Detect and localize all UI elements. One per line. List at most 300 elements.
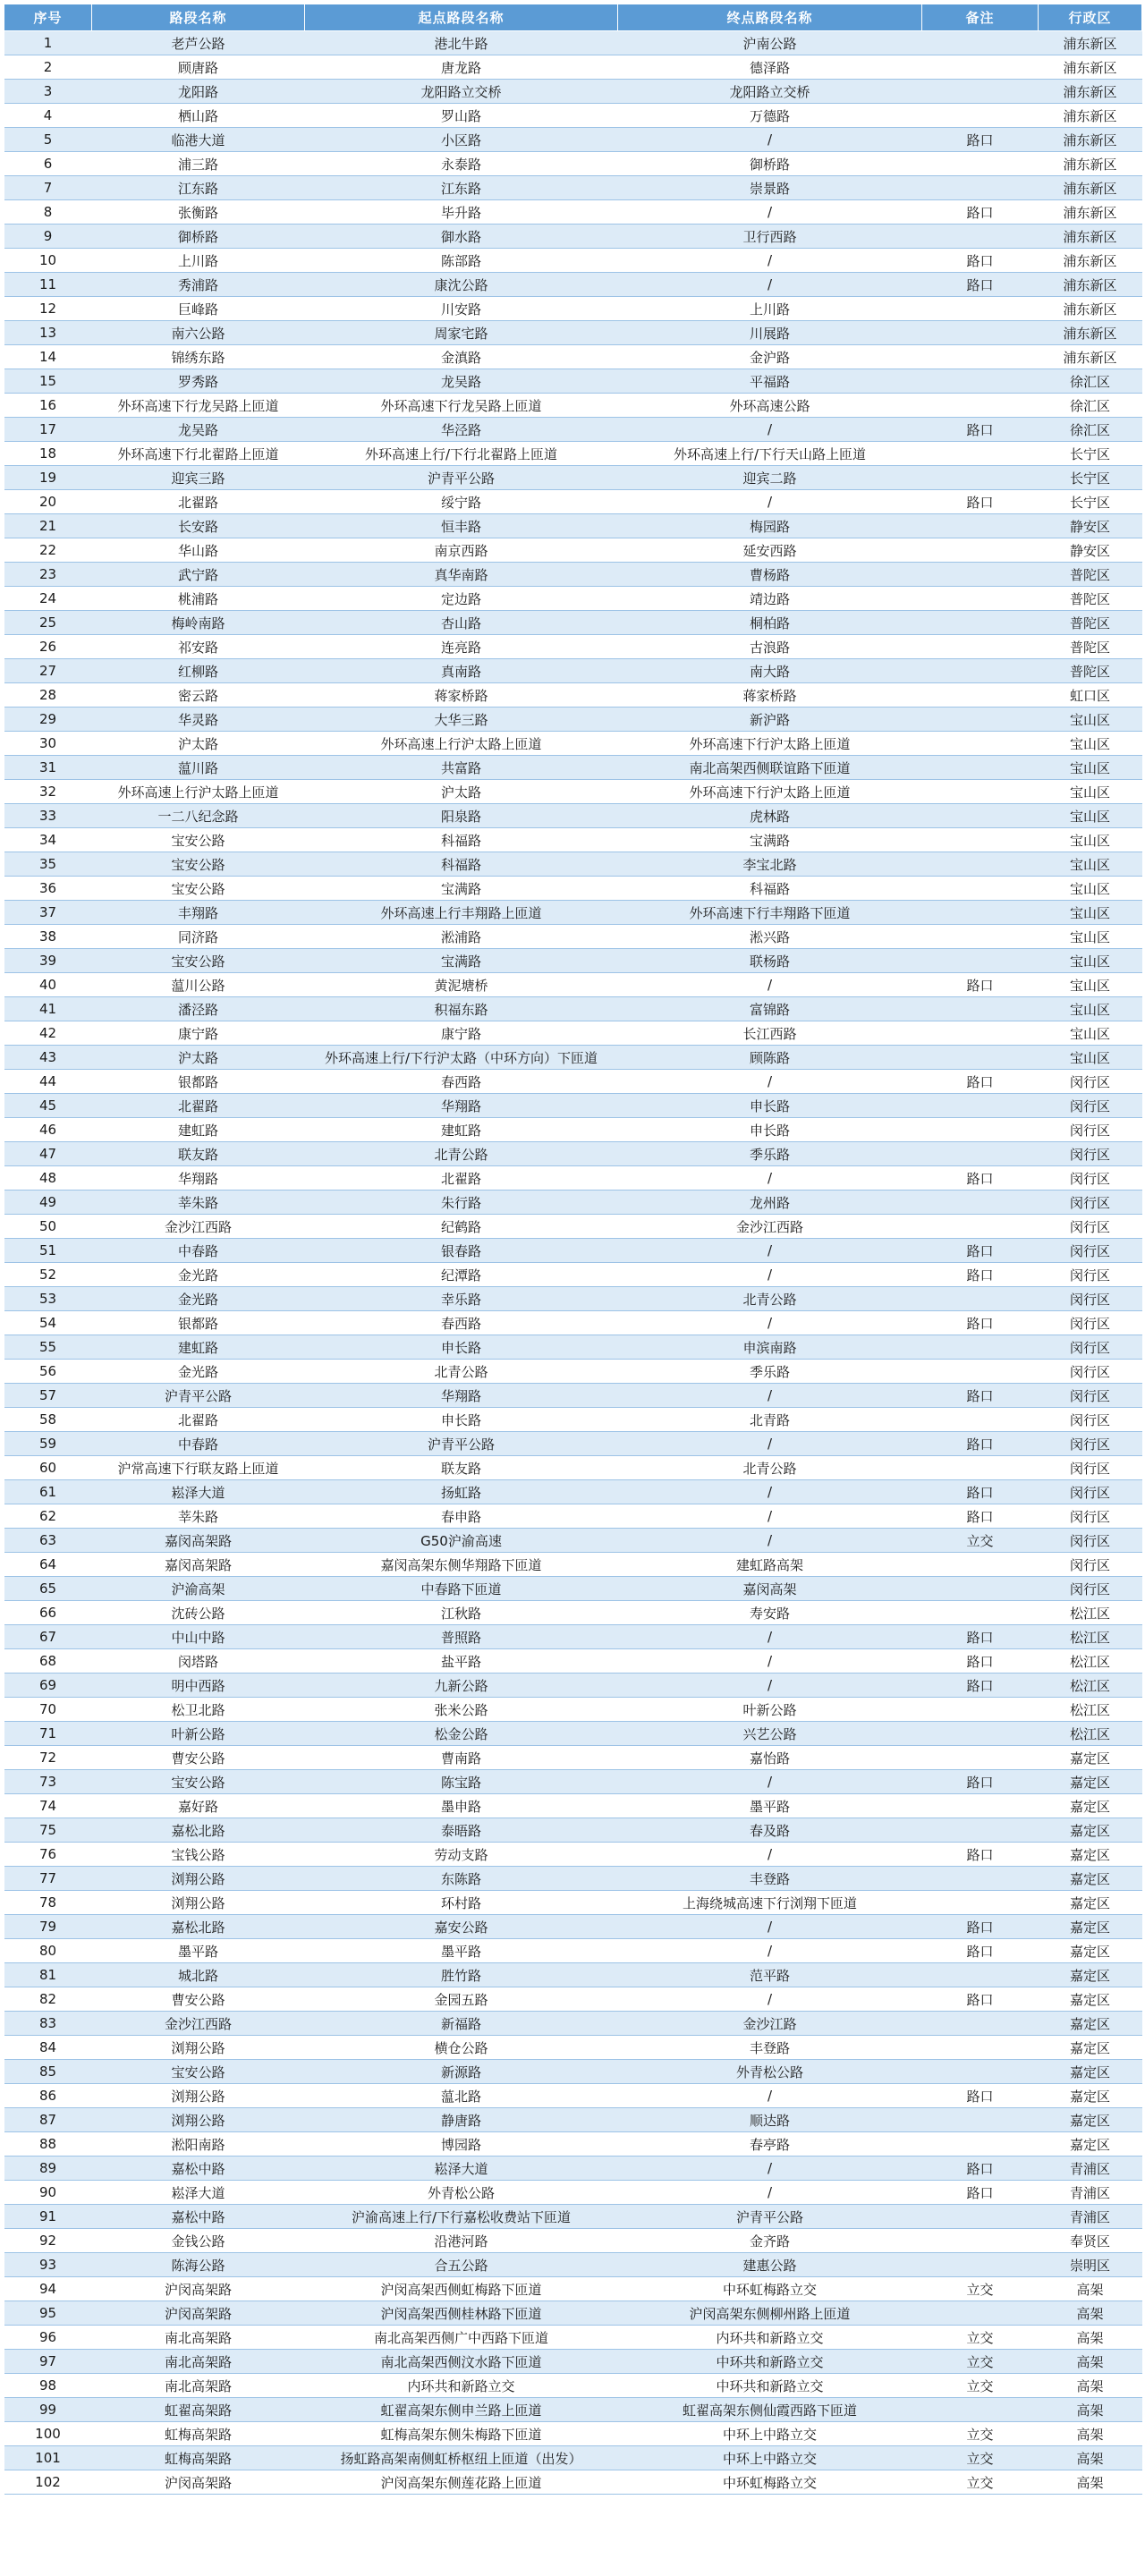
cell-index: 91 [4, 2205, 92, 2229]
cell-district: 宝山区 [1039, 732, 1142, 756]
cell-end-road: 丰登路 [618, 1867, 922, 1891]
table-row [4, 1746, 1142, 1770]
cell-district: 浦东新区 [1039, 249, 1142, 273]
cell-road-name: 张衡路 [92, 200, 305, 225]
cell-start-road: 沪闵高架西侧桂林路下匝道 [305, 2301, 618, 2326]
cell-index: 35 [4, 852, 92, 877]
cell-road-name: 曹安公路 [92, 1987, 305, 2012]
cell-district: 普陀区 [1039, 563, 1142, 587]
cell-district: 高架 [1039, 2277, 1142, 2301]
cell-start-road: 静唐路 [305, 2108, 618, 2132]
cell-start-road: 沪闵高架西侧虹梅路下匝道 [305, 2277, 618, 2301]
table-row [4, 466, 1142, 490]
cell-end-road: 丰登路 [618, 2036, 922, 2060]
cell-road-name: 江东路 [92, 176, 305, 200]
cell-district: 宝山区 [1039, 828, 1142, 852]
cell-district: 宝山区 [1039, 925, 1142, 949]
cell-end-road: 御桥路 [618, 152, 922, 176]
table-row [4, 877, 1142, 901]
cell-road-name: 北翟路 [92, 490, 305, 514]
cell-road-name: 崧泽大道 [92, 1480, 305, 1504]
cell-index: 29 [4, 708, 92, 732]
cell-district: 宝山区 [1039, 756, 1142, 780]
cell-start-road: 康宁路 [305, 1021, 618, 1046]
cell-note: 路口 [922, 1239, 1039, 1263]
cell-end-road: 外环高速下行沪太路上匝道 [618, 732, 922, 756]
table-row [4, 1963, 1142, 1987]
cell-index: 57 [4, 1384, 92, 1408]
cell-district: 浦东新区 [1039, 273, 1142, 297]
cell-note [922, 1746, 1039, 1770]
table-row [4, 2229, 1142, 2253]
table-row [4, 538, 1142, 563]
cell-start-road: G50沪渝高速 [305, 1529, 618, 1553]
table-row [4, 1843, 1142, 1867]
table-row [4, 1142, 1142, 1166]
cell-district: 浦东新区 [1039, 200, 1142, 225]
table-row [4, 1649, 1142, 1674]
cell-index: 50 [4, 1215, 92, 1239]
table-row [4, 2036, 1142, 2060]
cell-start-road: 扬虹路 [305, 1480, 618, 1504]
cell-index: 26 [4, 635, 92, 659]
cell-district: 浦东新区 [1039, 104, 1142, 128]
cell-note [922, 466, 1039, 490]
cell-index: 42 [4, 1021, 92, 1046]
cell-district: 嘉定区 [1039, 1987, 1142, 2012]
cell-index: 51 [4, 1239, 92, 1263]
cell-road-name: 金钱公路 [92, 2229, 305, 2253]
cell-district: 闵行区 [1039, 1480, 1142, 1504]
cell-end-road: / [618, 2084, 922, 2108]
table-row [4, 997, 1142, 1021]
cell-road-name: 虹梅高架路 [92, 2422, 305, 2446]
cell-index: 27 [4, 659, 92, 683]
cell-end-road: 上海绕城高速下行浏翔下匝道 [618, 1891, 922, 1915]
cell-district: 松江区 [1039, 1601, 1142, 1625]
cell-road-name: 密云路 [92, 683, 305, 708]
cell-road-name: 沪渝高架 [92, 1577, 305, 1601]
cell-road-name: 松卫北路 [92, 1698, 305, 1722]
cell-start-road: 沪太路 [305, 780, 618, 804]
cell-road-name: 华翔路 [92, 1166, 305, 1191]
cell-note [922, 1191, 1039, 1215]
cell-road-name: 沪常高速下行联友路上匝道 [92, 1456, 305, 1480]
cell-district: 普陀区 [1039, 611, 1142, 635]
cell-note [922, 1021, 1039, 1046]
cell-road-name: 浏翔公路 [92, 1867, 305, 1891]
cell-note: 路口 [922, 1915, 1039, 1939]
cell-road-name: 金光路 [92, 1287, 305, 1311]
cell-note [922, 780, 1039, 804]
cell-start-road: 淞浦路 [305, 925, 618, 949]
cell-start-road: 陈部路 [305, 249, 618, 273]
cell-district: 徐汇区 [1039, 369, 1142, 394]
table-row [4, 635, 1142, 659]
cell-note [922, 1118, 1039, 1142]
cell-start-road: 川安路 [305, 297, 618, 321]
cell-end-road: 外环高速下行沪太路上匝道 [618, 780, 922, 804]
table-row [4, 1770, 1142, 1794]
cell-index: 7 [4, 176, 92, 200]
table-row [4, 55, 1142, 80]
cell-index: 95 [4, 2301, 92, 2326]
cell-note [922, 442, 1039, 466]
cell-district: 浦东新区 [1039, 128, 1142, 152]
cell-note [922, 1408, 1039, 1432]
cell-note [922, 659, 1039, 683]
table-row [4, 949, 1142, 973]
cell-road-name: 沪太路 [92, 1046, 305, 1070]
cell-end-road: / [618, 1480, 922, 1504]
cell-end-road: / [618, 2181, 922, 2205]
cell-district: 高架 [1039, 2446, 1142, 2470]
cell-district: 闵行区 [1039, 1142, 1142, 1166]
table-row [4, 1335, 1142, 1360]
cell-index: 13 [4, 321, 92, 345]
cell-end-road: 崇景路 [618, 176, 922, 200]
cell-end-road: / [618, 973, 922, 997]
cell-end-road: 科福路 [618, 877, 922, 901]
cell-index: 20 [4, 490, 92, 514]
cell-start-road: 普照路 [305, 1625, 618, 1649]
cell-index: 96 [4, 2326, 92, 2350]
cell-start-road: 南北高架西侧汶水路下匝道 [305, 2350, 618, 2374]
cell-start-road: 扬虹路高架南侧虹桥枢纽上匝道（出发） [305, 2446, 618, 2470]
cell-district: 闵行区 [1039, 1384, 1142, 1408]
cell-start-road: 南京西路 [305, 538, 618, 563]
cell-end-road: 中环共和新路立交 [618, 2374, 922, 2398]
cell-index: 31 [4, 756, 92, 780]
cell-start-road: 建虹路 [305, 1118, 618, 1142]
cell-index: 69 [4, 1674, 92, 1698]
cell-district: 浦东新区 [1039, 80, 1142, 104]
cell-index: 82 [4, 1987, 92, 2012]
cell-district: 闵行区 [1039, 1070, 1142, 1094]
cell-note [922, 1335, 1039, 1360]
cell-end-road: 平福路 [618, 369, 922, 394]
table-row [4, 2181, 1142, 2205]
table-row [4, 1021, 1142, 1046]
cell-note: 路口 [922, 1649, 1039, 1674]
cell-district: 普陀区 [1039, 587, 1142, 611]
cell-note [922, 1215, 1039, 1239]
table-row [4, 611, 1142, 635]
cell-road-name: 同济路 [92, 925, 305, 949]
cell-note [922, 611, 1039, 635]
cell-road-name: 宝安公路 [92, 828, 305, 852]
cell-district: 浦东新区 [1039, 152, 1142, 176]
cell-road-name: 蕰川路 [92, 756, 305, 780]
cell-note [922, 1698, 1039, 1722]
cell-road-name: 长安路 [92, 514, 305, 538]
cell-start-road: 外环高速上行丰翔路上匝道 [305, 901, 618, 925]
cell-road-name: 金光路 [92, 1263, 305, 1287]
cell-note [922, 1794, 1039, 1818]
cell-district: 闵行区 [1039, 1311, 1142, 1335]
cell-district: 闵行区 [1039, 1408, 1142, 1432]
cell-district: 闵行区 [1039, 1215, 1142, 1239]
cell-district: 嘉定区 [1039, 1891, 1142, 1915]
header-end-road: 终点路段名称 [618, 4, 922, 31]
table-row [4, 1166, 1142, 1191]
cell-note: 立交 [922, 2470, 1039, 2495]
cell-road-name: 闵塔路 [92, 1649, 305, 1674]
cell-end-road: 桐柏路 [618, 611, 922, 635]
cell-index: 97 [4, 2350, 92, 2374]
cell-end-road: 南大路 [618, 659, 922, 683]
table-row [4, 1577, 1142, 1601]
cell-end-road: / [618, 1384, 922, 1408]
table-row [4, 1070, 1142, 1094]
cell-note [922, 394, 1039, 418]
cell-end-road: 中环共和新路立交 [618, 2350, 922, 2374]
cell-road-name: 南六公路 [92, 321, 305, 345]
cell-note [922, 514, 1039, 538]
cell-road-name: 康宁路 [92, 1021, 305, 1046]
cell-district: 宝山区 [1039, 804, 1142, 828]
cell-index: 22 [4, 538, 92, 563]
cell-start-road: 申长路 [305, 1408, 618, 1432]
cell-end-road: 外青松公路 [618, 2060, 922, 2084]
cell-note [922, 1142, 1039, 1166]
cell-district: 宝山区 [1039, 973, 1142, 997]
table-row [4, 2108, 1142, 2132]
cell-start-road: 华翔路 [305, 1384, 618, 1408]
cell-end-road: 金沙江路 [618, 2012, 922, 2036]
table-row [4, 2060, 1142, 2084]
table-row [4, 2205, 1142, 2229]
table-row [4, 514, 1142, 538]
cell-end-road: 内环共和新路立交 [618, 2326, 922, 2350]
cell-start-road: 纪鹤路 [305, 1215, 618, 1239]
cell-district: 长宁区 [1039, 466, 1142, 490]
cell-start-road: 北青公路 [305, 1142, 618, 1166]
cell-note: 路口 [922, 1939, 1039, 1963]
cell-end-road: / [618, 1070, 922, 1094]
table-row [4, 1311, 1142, 1335]
cell-end-road: 李宝北路 [618, 852, 922, 877]
cell-start-road: 九新公路 [305, 1674, 618, 1698]
cell-road-name: 梅岭南路 [92, 611, 305, 635]
cell-start-road: 合五公路 [305, 2253, 618, 2277]
cell-road-name: 崧泽大道 [92, 2181, 305, 2205]
cell-road-name: 红柳路 [92, 659, 305, 683]
cell-district: 松江区 [1039, 1649, 1142, 1674]
cell-road-name: 北翟路 [92, 1094, 305, 1118]
cell-note: 路口 [922, 1070, 1039, 1094]
cell-note [922, 2398, 1039, 2422]
road-table-container [4, 4, 1142, 2495]
cell-note [922, 176, 1039, 200]
cell-start-road: 东陈路 [305, 1867, 618, 1891]
table-row [4, 1191, 1142, 1215]
cell-note: 路口 [922, 2084, 1039, 2108]
cell-index: 18 [4, 442, 92, 466]
cell-start-road: 真南路 [305, 659, 618, 683]
cell-index: 21 [4, 514, 92, 538]
cell-end-road: 申长路 [618, 1118, 922, 1142]
cell-district: 浦东新区 [1039, 176, 1142, 200]
table-row [4, 176, 1142, 200]
cell-start-road: 嘉安公路 [305, 1915, 618, 1939]
cell-road-name: 沈砖公路 [92, 1601, 305, 1625]
cell-index: 11 [4, 273, 92, 297]
cell-road-name: 南北高架路 [92, 2326, 305, 2350]
cell-road-name: 沪太路 [92, 732, 305, 756]
cell-start-road: 康沈公路 [305, 273, 618, 297]
table-row [4, 925, 1142, 949]
cell-end-road: 叶新公路 [618, 1698, 922, 1722]
cell-end-road: / [618, 1166, 922, 1191]
cell-road-name: 北翟路 [92, 1408, 305, 1432]
cell-end-road: 春亭路 [618, 2132, 922, 2157]
table-row [4, 200, 1142, 225]
cell-start-road: 春西路 [305, 1311, 618, 1335]
cell-road-name: 蕰川公路 [92, 973, 305, 997]
cell-index: 9 [4, 225, 92, 249]
cell-district: 高架 [1039, 2422, 1142, 2446]
cell-end-road: 卫行西路 [618, 225, 922, 249]
cell-district: 嘉定区 [1039, 2060, 1142, 2084]
cell-road-name: 金光路 [92, 1360, 305, 1384]
cell-index: 71 [4, 1722, 92, 1746]
cell-index: 75 [4, 1818, 92, 1843]
cell-index: 99 [4, 2398, 92, 2422]
cell-district: 闵行区 [1039, 1456, 1142, 1480]
table-row [4, 249, 1142, 273]
table-row [4, 1987, 1142, 2012]
table-row [4, 1674, 1142, 1698]
cell-road-name: 嘉松北路 [92, 1915, 305, 1939]
table-row [4, 442, 1142, 466]
cell-note [922, 635, 1039, 659]
cell-district: 嘉定区 [1039, 1770, 1142, 1794]
cell-district: 徐汇区 [1039, 418, 1142, 442]
cell-district: 高架 [1039, 2470, 1142, 2495]
table-row [4, 2277, 1142, 2301]
cell-end-road: 建虹路高架 [618, 1553, 922, 1577]
table-row [4, 659, 1142, 683]
cell-note [922, 2132, 1039, 2157]
cell-end-road: 春及路 [618, 1818, 922, 1843]
cell-start-road: 幸乐路 [305, 1287, 618, 1311]
table-row [4, 1384, 1142, 1408]
cell-start-road: 华翔路 [305, 1094, 618, 1118]
cell-start-road: 大华三路 [305, 708, 618, 732]
cell-road-name: 栖山路 [92, 104, 305, 128]
cell-road-name: 浏翔公路 [92, 2108, 305, 2132]
cell-note: 路口 [922, 1987, 1039, 2012]
cell-note [922, 1094, 1039, 1118]
table-row [4, 1239, 1142, 1263]
cell-note [922, 2205, 1039, 2229]
cell-start-road: 春申路 [305, 1504, 618, 1529]
cell-end-road: 墨平路 [618, 1794, 922, 1818]
cell-start-road: 金滇路 [305, 345, 618, 369]
cell-note [922, 1891, 1039, 1915]
cell-district: 松江区 [1039, 1722, 1142, 1746]
cell-road-name: 上川路 [92, 249, 305, 273]
cell-road-name: 银都路 [92, 1070, 305, 1094]
cell-district: 嘉定区 [1039, 1867, 1142, 1891]
cell-end-road: / [618, 1674, 922, 1698]
cell-road-name: 宝安公路 [92, 949, 305, 973]
cell-end-road: 季乐路 [618, 1142, 922, 1166]
cell-end-road: / [618, 1239, 922, 1263]
cell-district: 嘉定区 [1039, 2108, 1142, 2132]
cell-road-name: 祁安路 [92, 635, 305, 659]
cell-start-road: 北青公路 [305, 1360, 618, 1384]
cell-end-road: 北青路 [618, 1408, 922, 1432]
table-row [4, 852, 1142, 877]
cell-road-name: 桃浦路 [92, 587, 305, 611]
table-row [4, 2470, 1142, 2495]
cell-note: 路口 [922, 128, 1039, 152]
cell-road-name: 一二八纪念路 [92, 804, 305, 828]
cell-start-road: 泰晤路 [305, 1818, 618, 1843]
table-row [4, 1094, 1142, 1118]
table-row [4, 1263, 1142, 1287]
cell-road-name: 建虹路 [92, 1335, 305, 1360]
cell-road-name: 浏翔公路 [92, 1891, 305, 1915]
cell-road-name: 锦绣东路 [92, 345, 305, 369]
cell-start-road: 春西路 [305, 1070, 618, 1094]
cell-start-road: 宝满路 [305, 877, 618, 901]
cell-start-road: 定边路 [305, 587, 618, 611]
cell-index: 12 [4, 297, 92, 321]
cell-end-road: 嘉怡路 [618, 1746, 922, 1770]
cell-road-name: 外环高速下行龙吴路上匝道 [92, 394, 305, 418]
cell-note: 路口 [922, 418, 1039, 442]
cell-end-road: 迎宾二路 [618, 466, 922, 490]
cell-start-road: 松金公路 [305, 1722, 618, 1746]
cell-road-name: 金沙江西路 [92, 1215, 305, 1239]
cell-start-road: 龙阳路立交桥 [305, 80, 618, 104]
cell-end-road: / [618, 490, 922, 514]
cell-road-name: 宝安公路 [92, 877, 305, 901]
cell-note [922, 1867, 1039, 1891]
cell-end-road: / [618, 1529, 922, 1553]
cell-road-name: 龙吴路 [92, 418, 305, 442]
table-row [4, 128, 1142, 152]
cell-start-road: 银春路 [305, 1239, 618, 1263]
table-row [4, 1625, 1142, 1649]
cell-index: 39 [4, 949, 92, 973]
cell-start-road: 连亮路 [305, 635, 618, 659]
table-row [4, 394, 1142, 418]
table-row [4, 732, 1142, 756]
cell-note [922, 31, 1039, 55]
cell-district: 浦东新区 [1039, 225, 1142, 249]
cell-road-name: 潘泾路 [92, 997, 305, 1021]
table-row [4, 1553, 1142, 1577]
cell-road-name: 顾唐路 [92, 55, 305, 80]
cell-road-name: 明中西路 [92, 1674, 305, 1698]
cell-district: 闵行区 [1039, 1094, 1142, 1118]
cell-end-road: 新沪路 [618, 708, 922, 732]
cell-index: 102 [4, 2470, 92, 2495]
cell-index: 92 [4, 2229, 92, 2253]
cell-note [922, 708, 1039, 732]
cell-note [922, 925, 1039, 949]
cell-start-road: 沪渝高速上行/下行嘉松收费站下匝道 [305, 2205, 618, 2229]
cell-index: 54 [4, 1311, 92, 1335]
cell-start-road: 杏山路 [305, 611, 618, 635]
cell-note: 路口 [922, 1384, 1039, 1408]
cell-index: 68 [4, 1649, 92, 1674]
cell-end-road: / [618, 1649, 922, 1674]
